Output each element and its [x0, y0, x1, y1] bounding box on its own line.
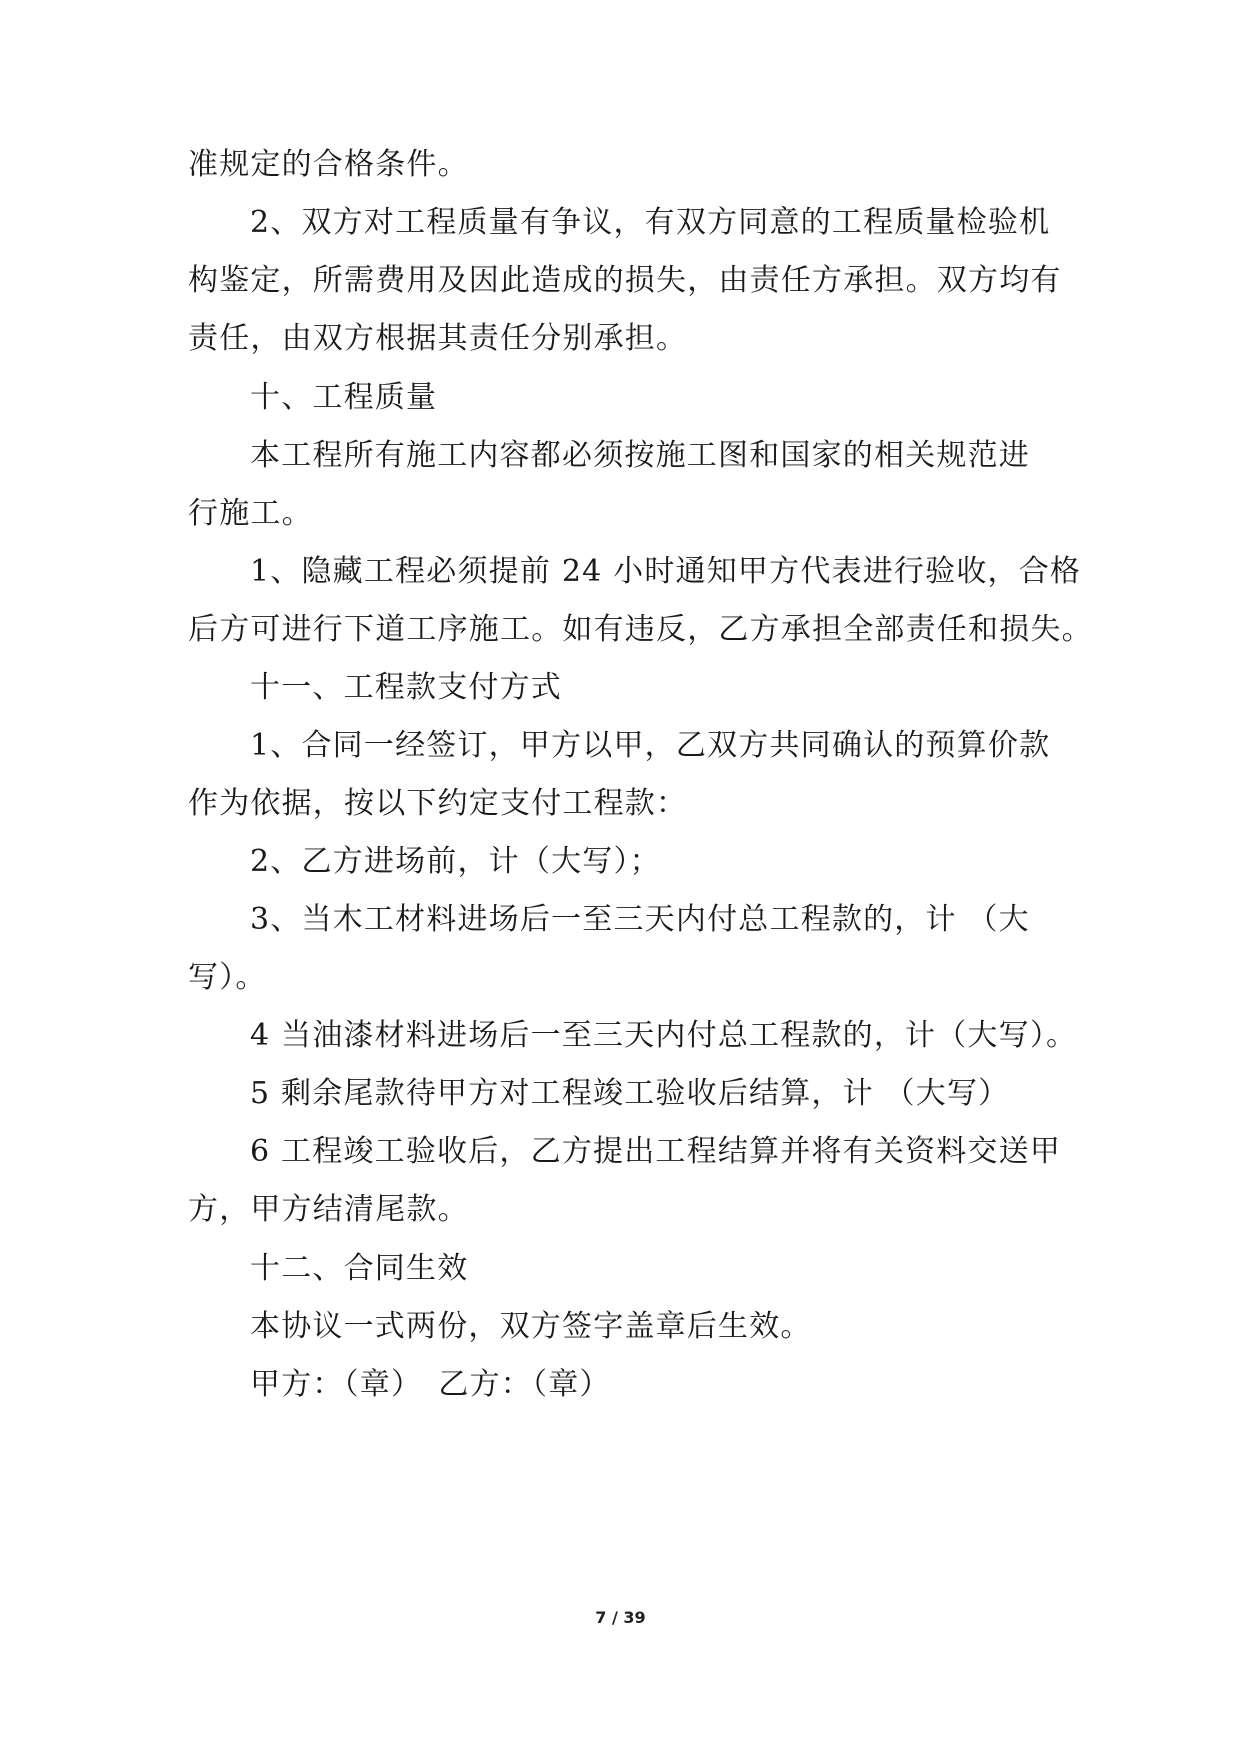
- text-line: 后方可进行下道工序施工。如有违反，乙方承担全部责任和损失。: [188, 612, 1093, 647]
- text-line: 1、隐藏工程必须提前 24 小时通知甲方代表进行验收，合格: [250, 554, 1082, 589]
- text-line: 6 工程竣工验收后，乙方提出工程结算并将有关资料交送甲: [250, 1134, 1062, 1169]
- text-line: 行施工。: [188, 496, 313, 531]
- text-line: 本工程所有施工内容都必须按施工图和国家的相关规范进: [250, 438, 1030, 473]
- section-heading: 十一、工程款支付方式: [250, 670, 562, 705]
- text-line: 1、合同一经签订，甲方以甲，乙双方共同确认的预算价款: [250, 728, 1051, 763]
- text-line: 本协议一式两份，双方签字盖章后生效。: [250, 1309, 812, 1344]
- text-line: 写）。: [188, 960, 267, 995]
- page-number: 7 / 39: [595, 1608, 646, 1627]
- signature-line: 甲方：（章） 乙方：（章）: [250, 1367, 611, 1402]
- text-line: 责任，由双方根据其责任分别承担。: [188, 321, 688, 356]
- text-line: 方，甲方结清尾款。: [188, 1192, 469, 1227]
- text-line: 作为依据，按以下约定支付工程款：: [188, 786, 688, 821]
- text-line: 构鉴定，所需费用及因此造成的损失，由责任方承担。双方均有: [188, 263, 1062, 298]
- text-line: 3、当木工材料进场后一至三天内付总工程款的，计 （大: [250, 902, 1030, 937]
- section-heading: 十二、合同生效: [250, 1251, 469, 1286]
- text-line: 5 剩余尾款待甲方对工程竣工验收后结算，计 （大写）: [250, 1076, 1010, 1111]
- text-line: 4 当油漆材料进场后一至三天内付总工程款的，计（大写）。: [250, 1018, 1078, 1053]
- section-heading: 十、工程质量: [250, 380, 438, 415]
- text-line: 准规定的合格条件。: [188, 147, 469, 182]
- text-line: 2、双方对工程质量有争议，有双方同意的工程质量检验机: [250, 205, 1051, 240]
- text-line: 2、乙方进场前，计（大写）；: [250, 844, 661, 879]
